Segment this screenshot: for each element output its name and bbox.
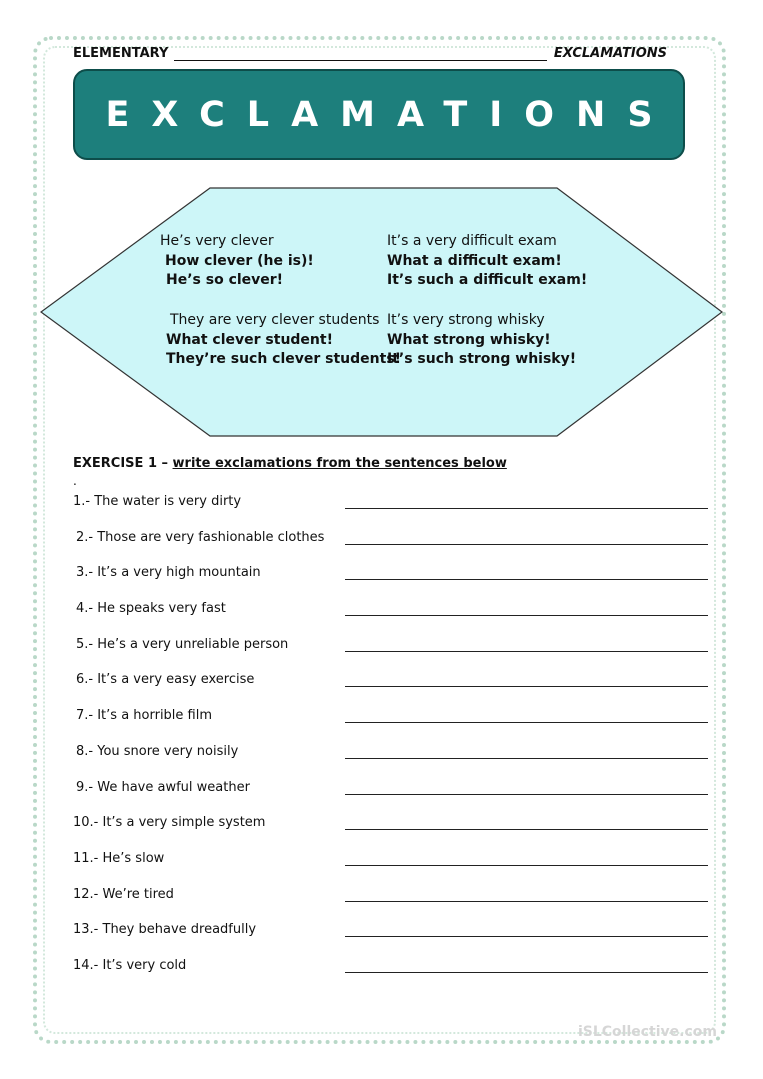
exercise-item [73,492,708,528]
header-name-line [174,60,547,61]
example-plain: It’s a very difficult exam [387,233,557,249]
exercise-item [73,706,708,742]
example-group [387,232,587,291]
answer-line[interactable] [345,508,708,509]
exercise-sentence: 3.- It’s a very high mountain [76,565,261,581]
exercise-sentence: 7.- It’s a horrible film [76,708,213,724]
answer-line[interactable] [345,722,708,723]
exercise-dot: . [73,474,77,488]
example-exclamation: How clever (he is)! [165,252,314,269]
answer-line[interactable] [345,651,708,652]
answer-line[interactable] [345,686,708,687]
exercise-sentence: 9.- We have awful weather [76,779,250,795]
example-plain: He’s very clever [160,233,274,249]
exercise-sentence: 8.- You snore very noisily [76,743,239,759]
example-exclamation: It’s such a difficult exam! [387,272,588,289]
exercise-item [73,742,708,778]
exercise-sentence: 10.- It’s a very simple system [73,815,266,831]
exercise-label: EXERCISE 1 – [73,456,169,471]
example-plain: They are very clever students [170,311,380,328]
example-exclamation: What strong whisky! [387,331,551,348]
answer-line[interactable] [345,544,708,545]
example-plain: It’s very strong whisky [387,311,545,328]
answer-line[interactable] [345,615,708,616]
exercise-sentence: 13.- They behave dreadfully [73,922,257,938]
exercise-sentence: 5.- He’s a very unreliable person [76,636,289,652]
answer-line[interactable] [345,901,708,902]
example-exclamation: They’re such clever students! [166,351,402,368]
answer-line[interactable] [345,936,708,937]
exercise-sentence: 14.- It’s very cold [73,957,187,973]
exercise-list [73,492,708,992]
exercise-sentence: 12.- We’re tired [73,886,174,902]
answer-line[interactable] [345,865,708,866]
exercise-item [73,849,708,885]
example-exclamation: He’s so clever! [166,272,284,289]
exercise-sentence: 2.- Those are very fashionable clothes [76,529,325,545]
exercise-item [73,885,708,921]
exercise-item [73,635,708,671]
exercise-sentence: 4.- He speaks very fast [76,601,226,617]
banner-title: EXCLAMATIONS [105,94,675,135]
exercise-sentence: 11.- He’s slow [73,850,165,866]
exercise-item [73,528,708,564]
exercise-item [73,563,708,599]
exercise-item [73,813,708,849]
exercise-item [73,599,708,635]
examples-right-column [387,232,587,390]
header-level: ELEMENTARY [73,46,169,61]
exercise-heading [73,456,507,471]
example-exclamation: What clever student! [166,331,333,348]
example-group [160,232,401,291]
exercise-item [73,956,708,992]
header-topic: EXCLAMATIONS [553,46,667,61]
exercise-item [73,920,708,956]
exercise-item [73,670,708,706]
examples-left-column [160,232,401,390]
exercise-item [73,778,708,814]
exercise-sentence: 1.- The water is very dirty [73,494,242,509]
title-banner [73,69,685,160]
answer-line[interactable] [345,794,708,795]
answer-line[interactable] [345,758,708,759]
exercise-sentence: 6.- It’s a very easy exercise [76,672,255,688]
answer-line[interactable] [345,972,708,973]
example-exclamation: It’s such strong whisky! [387,351,577,368]
example-exclamation: What a difficult exam! [387,252,562,269]
example-group [160,311,401,370]
answer-line[interactable] [345,829,708,830]
exercise-instruction: write exclamations from the sentences below [172,456,507,471]
example-group [387,311,587,370]
watermark: iSLCollective.com [577,1024,717,1040]
answer-line[interactable] [345,579,708,580]
header [73,46,667,64]
